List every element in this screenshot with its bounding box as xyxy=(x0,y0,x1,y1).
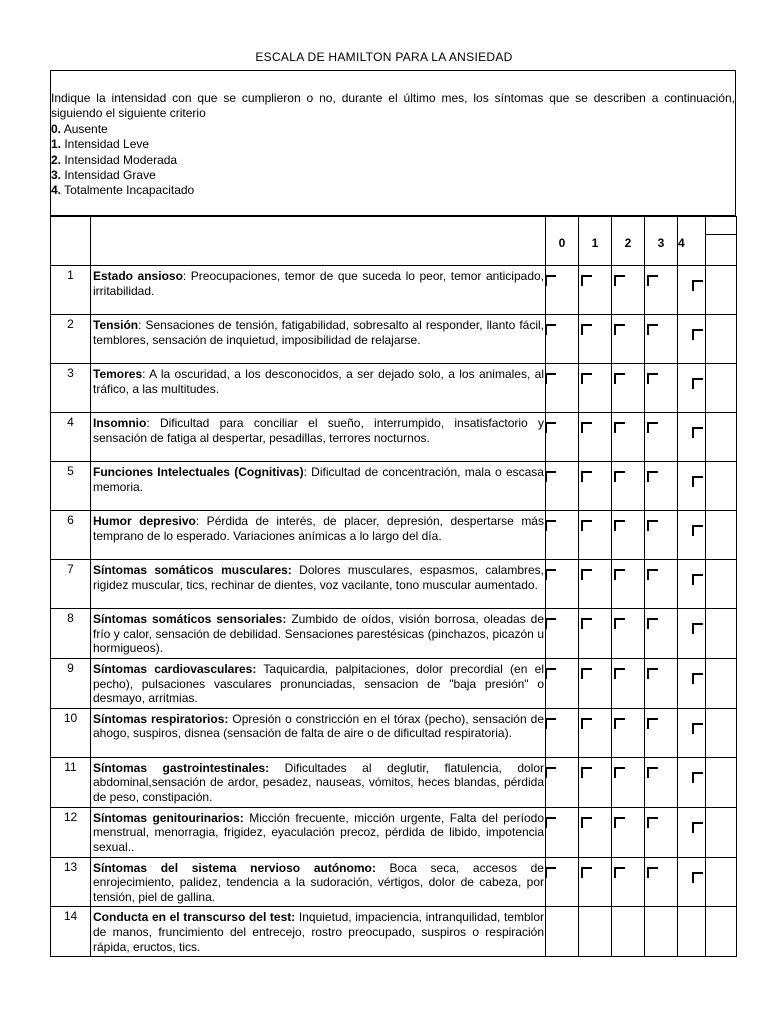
criteria-number: 0. xyxy=(51,121,62,136)
criteria-label: Intensidad Grave xyxy=(61,168,156,183)
checkbox-score-3[interactable] xyxy=(647,324,658,335)
table-row xyxy=(51,659,737,709)
checkbox-score-0[interactable] xyxy=(545,618,556,629)
checkbox-score-2[interactable] xyxy=(614,275,625,286)
item-text: Inquietud, impaciencia, intranquilidad, temblor de manos, fruncimiento del entrecejo, rostro preocupado, suspiros o respiración rápida, eructos, tics. xyxy=(93,910,544,954)
item-number-cell xyxy=(51,511,91,560)
checkbox-score-2[interactable] xyxy=(614,373,625,384)
score-cell-0 xyxy=(546,413,579,462)
checkbox-score-0[interactable] xyxy=(545,324,556,335)
score-cell-4 xyxy=(678,757,706,807)
score-cell-extra xyxy=(706,413,737,462)
checkbox-score-3[interactable] xyxy=(647,767,658,778)
checkbox-score-2[interactable] xyxy=(614,422,625,433)
score-cell-extra xyxy=(706,907,737,957)
item-text: Zumbido de oídos, visión borrosa, oleadas de frío y calor, sensación de debilidad. Sensaciones parestésicas (pinchazos, picazón u hormigueos). xyxy=(93,612,544,656)
checkbox-score-4[interactable] xyxy=(692,574,703,585)
checkbox-score-4[interactable] xyxy=(692,623,703,634)
table-row xyxy=(51,560,737,609)
checkbox-score-1[interactable] xyxy=(581,867,592,878)
item-text: Micción frecuente, micción urgente, Falta del período menstrual, menorragia, frigidez, eyaculación precoz, pérdida de libido, impotencia sexual.. xyxy=(93,810,545,854)
item-name: Humor depresivo xyxy=(93,514,196,528)
checkbox-score-2[interactable] xyxy=(614,668,625,679)
score-cell-extra xyxy=(706,659,737,709)
score-cell-4 xyxy=(678,315,706,364)
score-cell-extra xyxy=(706,364,737,413)
score-cell-2 xyxy=(612,560,645,609)
score-cell-3 xyxy=(645,807,678,857)
score-cell-2 xyxy=(612,659,645,709)
checkbox-score-1[interactable] xyxy=(581,718,592,729)
checkbox-score-2[interactable] xyxy=(614,520,625,531)
item-number: 2 xyxy=(67,317,74,331)
item-text: : Pérdida de interés, de placer, depresión, despertarse más temprano de lo esperado. Variaciones anímicas a lo largo del día. xyxy=(93,514,544,543)
criteria-label: Totalmente Incapacitado xyxy=(61,183,195,198)
checkbox-score-4[interactable] xyxy=(692,822,703,833)
item-description-cell xyxy=(91,907,546,957)
criteria-list xyxy=(51,122,735,199)
item-number: 4 xyxy=(67,415,74,429)
checkbox-score-4[interactable] xyxy=(692,378,703,389)
item-description-cell xyxy=(91,315,546,364)
score-cell-1 xyxy=(579,708,612,757)
item-description-cell xyxy=(91,560,546,609)
criteria-label: Intensidad Leve xyxy=(61,137,150,152)
score-cell-1 xyxy=(579,757,612,807)
score-cell-0 xyxy=(546,266,579,315)
checkbox-score-3[interactable] xyxy=(647,275,658,286)
score-cell-3 xyxy=(645,413,678,462)
item-description-cell xyxy=(91,857,546,907)
item-description xyxy=(91,758,545,807)
item-number: 9 xyxy=(67,661,74,675)
checkbox-score-4[interactable] xyxy=(692,723,703,734)
score-cell-3 xyxy=(645,659,678,709)
criteria-number: 4. xyxy=(51,183,62,198)
item-name: Funciones Intelectuales (Cognitivas) xyxy=(93,465,304,479)
criteria-item xyxy=(51,137,735,152)
header-score-3: 3 xyxy=(645,217,678,266)
score-cell-4 xyxy=(678,609,706,659)
score-cell-3 xyxy=(645,266,678,315)
item-name: Temores xyxy=(93,367,143,381)
score-cell-4 xyxy=(678,364,706,413)
checkbox-score-0[interactable] xyxy=(545,867,556,878)
item-description xyxy=(91,364,545,398)
score-cell-extra xyxy=(706,757,737,807)
table-row xyxy=(51,757,737,807)
item-description xyxy=(91,609,545,658)
checkbox-score-1[interactable] xyxy=(581,569,592,580)
score-cell-0 xyxy=(546,708,579,757)
checkbox-score-4[interactable] xyxy=(692,476,703,487)
score-cell-extra xyxy=(706,511,737,560)
checkbox-score-3[interactable] xyxy=(647,618,658,629)
item-description xyxy=(91,266,545,300)
table-row xyxy=(51,609,737,659)
checkbox-score-4[interactable] xyxy=(692,329,703,340)
item-text: Boca seca, accesos de enrojecimiento, palidez, tendencia a la sudoración, vértigos, dolor de cabeza, por tensión, piel de gallina. xyxy=(93,860,544,904)
score-cell-2 xyxy=(612,757,645,807)
item-text: Opresión o constricción en el tórax (pecho), sensación de ahogo, suspiros, disnea (sensación de falta de aire o de dificultad respiratoria). xyxy=(93,711,545,741)
score-cell-4 xyxy=(678,659,706,709)
criteria-label: Ausente xyxy=(61,121,108,136)
table-row xyxy=(51,907,737,957)
checkbox-score-0[interactable] xyxy=(545,817,556,828)
checkbox-score-3[interactable] xyxy=(647,569,658,580)
item-description-cell xyxy=(91,364,546,413)
header-score-2: 2 xyxy=(612,217,645,266)
score-cell-2 xyxy=(612,413,645,462)
item-name: Síntomas cardiovasculares: xyxy=(93,662,257,676)
checkbox-score-3[interactable] xyxy=(647,867,658,878)
score-cell-2 xyxy=(612,266,645,315)
score-cell-3 xyxy=(645,708,678,757)
header-score-4: 4 xyxy=(678,217,706,266)
item-description-cell xyxy=(91,266,546,315)
checkbox-score-3[interactable] xyxy=(647,422,658,433)
checkbox-score-2[interactable] xyxy=(614,569,625,580)
item-description-cell xyxy=(91,757,546,807)
score-cell-0 xyxy=(546,659,579,709)
score-cell-4 xyxy=(678,462,706,511)
score-cell-2 xyxy=(612,609,645,659)
checkbox-score-4[interactable] xyxy=(692,280,703,291)
item-number-cell xyxy=(51,462,91,511)
table-row xyxy=(51,511,737,560)
score-cell-3 xyxy=(645,907,678,957)
header-score-1: 1 xyxy=(579,217,612,266)
score-cell-0 xyxy=(546,364,579,413)
checkbox-score-0[interactable] xyxy=(545,373,556,384)
item-number: 1 xyxy=(67,268,74,282)
item-description xyxy=(91,315,545,349)
item-description xyxy=(91,560,545,594)
item-name: Síntomas somáticos sensoriales: xyxy=(93,612,287,626)
checkbox-score-1[interactable] xyxy=(581,767,592,778)
score-cell-3 xyxy=(645,511,678,560)
checkbox-score-4[interactable] xyxy=(692,673,703,684)
checkbox-score-1[interactable] xyxy=(581,373,592,384)
table-row xyxy=(51,462,737,511)
item-name: Síntomas respiratorios: xyxy=(93,711,229,726)
table-row xyxy=(51,857,737,907)
score-cell-2 xyxy=(612,907,645,957)
checkbox-score-3[interactable] xyxy=(647,718,658,729)
item-number: 13 xyxy=(63,859,78,874)
score-cell-2 xyxy=(612,364,645,413)
score-cell-4 xyxy=(678,857,706,907)
score-cell-2 xyxy=(612,807,645,857)
item-number-cell xyxy=(51,807,91,857)
item-number-cell xyxy=(51,315,91,364)
item-number-cell xyxy=(51,413,91,462)
item-description xyxy=(91,462,545,496)
instructions-paragraph: Indique la intensidad con que se cumplieron o no, durante el último mes, los síntomas que se describen a continuación, siguiendo el siguiente criterio xyxy=(51,91,735,121)
item-description xyxy=(91,413,545,447)
checkbox-score-4[interactable] xyxy=(692,772,703,783)
checkbox-score-4[interactable] xyxy=(692,427,703,438)
item-text: : Sensaciones de tensión, fatigabilidad, sobresalto al responder, llanto fácil, temblores, sensación de inquietud, imposibilidad de relajarse. xyxy=(93,318,544,347)
checkbox-score-0[interactable] xyxy=(545,275,556,286)
score-cell-0 xyxy=(546,907,579,957)
checkbox-score-1[interactable] xyxy=(581,817,592,828)
item-description-cell xyxy=(91,708,546,757)
score-cell-1 xyxy=(579,266,612,315)
score-cell-0 xyxy=(546,807,579,857)
table-row xyxy=(51,708,737,757)
score-cell-1 xyxy=(579,511,612,560)
item-name: Estado ansioso xyxy=(93,269,183,283)
item-description-cell xyxy=(91,807,546,857)
checkbox-score-0[interactable] xyxy=(545,471,556,482)
score-cell-1 xyxy=(579,560,612,609)
checkbox-score-2[interactable] xyxy=(614,324,625,335)
item-number: 12 xyxy=(63,809,78,824)
score-cell-extra xyxy=(706,857,737,907)
score-cell-0 xyxy=(546,857,579,907)
checkbox-score-2[interactable] xyxy=(614,767,625,778)
item-number-cell xyxy=(51,857,91,907)
item-number-cell xyxy=(51,708,91,757)
score-cell-extra xyxy=(706,462,737,511)
item-number: 8 xyxy=(67,611,74,625)
criteria-item xyxy=(51,183,735,198)
score-cell-extra xyxy=(706,609,737,659)
item-description xyxy=(91,808,545,857)
item-description-cell xyxy=(91,609,546,659)
score-cell-1 xyxy=(579,659,612,709)
checkbox-score-0[interactable] xyxy=(545,422,556,433)
item-name: Conducta en el transcurso del test: xyxy=(93,910,296,925)
checkbox-score-2[interactable] xyxy=(614,817,625,828)
item-description xyxy=(91,709,545,743)
item-number: 11 xyxy=(64,759,77,774)
header-score-0: 0 xyxy=(546,217,579,266)
score-cell-2 xyxy=(612,462,645,511)
score-cell-4 xyxy=(678,807,706,857)
score-cell-0 xyxy=(546,757,579,807)
criteria-number: 1. xyxy=(51,137,62,152)
checkbox-score-1[interactable] xyxy=(581,520,592,531)
score-cell-0 xyxy=(546,462,579,511)
item-name: Síntomas genitourinarios: xyxy=(93,810,244,825)
score-cell-0 xyxy=(546,609,579,659)
checkbox-score-0[interactable] xyxy=(545,767,556,778)
score-cell-3 xyxy=(645,560,678,609)
checkbox-score-1[interactable] xyxy=(581,275,592,286)
checkbox-score-1[interactable] xyxy=(581,324,592,335)
score-cell-extra xyxy=(706,266,737,315)
score-cell-0 xyxy=(546,511,579,560)
score-cell-1 xyxy=(579,315,612,364)
item-number-cell xyxy=(51,364,91,413)
checkbox-score-3[interactable] xyxy=(647,520,658,531)
item-text: : Dificultad para conciliar el sueño, interrumpido, insatisfactorio y sensación de fatiga al despertar, pesadillas, terrores nocturnos. xyxy=(93,416,544,445)
item-number: 6 xyxy=(67,513,74,527)
checkbox-score-4[interactable] xyxy=(692,872,703,883)
item-number-cell xyxy=(51,609,91,659)
item-description-cell xyxy=(91,659,546,709)
criteria-item xyxy=(51,168,735,183)
rating-table xyxy=(50,216,737,957)
item-number-cell xyxy=(51,907,91,957)
item-number: 14 xyxy=(63,909,78,924)
item-name: Síntomas del sistema nervioso autónomo: xyxy=(93,860,376,875)
score-cell-extra xyxy=(706,807,737,857)
header-row xyxy=(51,217,737,266)
item-number: 10 xyxy=(63,710,78,725)
item-name: Síntomas gastrointestinales: xyxy=(93,760,270,775)
item-number-cell xyxy=(51,659,91,709)
item-number: 7 xyxy=(67,562,74,576)
score-cell-4 xyxy=(678,266,706,315)
item-description xyxy=(91,511,545,545)
criteria-label: Intensidad Moderada xyxy=(61,152,178,167)
checkbox-score-0[interactable] xyxy=(545,668,556,679)
criteria-number: 3. xyxy=(51,168,62,183)
score-cell-3 xyxy=(645,315,678,364)
score-cell-3 xyxy=(645,609,678,659)
score-cell-1 xyxy=(579,364,612,413)
criteria-number: 2. xyxy=(51,152,62,167)
checkbox-score-4[interactable] xyxy=(692,525,703,536)
item-number: 3 xyxy=(67,366,74,380)
item-text: : Dificultad de concentración, mala o escasa memoria. xyxy=(93,465,544,494)
score-cell-1 xyxy=(579,807,612,857)
score-cell-extra xyxy=(706,315,737,364)
checkbox-score-2[interactable] xyxy=(614,618,625,629)
score-cell-1 xyxy=(579,462,612,511)
checkbox-score-3[interactable] xyxy=(647,471,658,482)
checkbox-score-3[interactable] xyxy=(647,373,658,384)
checkbox-score-3[interactable] xyxy=(647,668,658,679)
score-cell-2 xyxy=(612,511,645,560)
item-description xyxy=(91,858,545,907)
item-description xyxy=(91,659,545,708)
item-text: Taquicardia, palpitaciones, dolor precordial (en el pecho), pulsaciones vasculares pronunciadas, sensacion de "baja presión" o desmayo, arritmias. xyxy=(93,662,545,706)
checkbox-score-1[interactable] xyxy=(581,618,592,629)
header-num-cell xyxy=(51,217,91,266)
item-text: Dificultades al deglutir, flatulencia, dolor abdominal,sensación de ardor, pesadez, nauseas, vómitos, heces blandas, pérdida de peso, constipación. xyxy=(93,760,544,804)
item-text: Dolores musculares, espasmos, calambres, rigidez muscular, tics, rechinar de dientes, voz vacilante, tono muscular aumentado. xyxy=(93,563,544,592)
item-number-cell xyxy=(51,560,91,609)
score-cell-4 xyxy=(678,560,706,609)
item-text: : A la oscuridad, a los desconocidos, a ser dejado solo, a los animales, al tráfico, a las multitudes. xyxy=(93,367,544,396)
checkbox-score-2[interactable] xyxy=(614,718,625,729)
score-cell-4 xyxy=(678,708,706,757)
score-cell-3 xyxy=(645,462,678,511)
item-number-cell xyxy=(51,757,91,807)
checkbox-score-3[interactable] xyxy=(647,817,658,828)
table-row xyxy=(51,413,737,462)
item-name: Insomnio xyxy=(93,416,147,430)
checkbox-score-1[interactable] xyxy=(581,471,592,482)
checkbox-score-2[interactable] xyxy=(614,867,625,878)
instructions-text xyxy=(51,91,735,199)
score-cell-1 xyxy=(579,413,612,462)
score-cell-3 xyxy=(645,857,678,907)
item-description-cell xyxy=(91,462,546,511)
score-cell-extra xyxy=(706,708,737,757)
table-row xyxy=(51,364,737,413)
score-cell-0 xyxy=(546,315,579,364)
item-description xyxy=(91,907,545,956)
item-number: 5 xyxy=(67,464,74,478)
checkbox-score-0[interactable] xyxy=(545,569,556,580)
header-desc-cell xyxy=(91,217,546,266)
item-description-cell xyxy=(91,511,546,560)
score-cell-1 xyxy=(579,609,612,659)
score-cell-1 xyxy=(579,857,612,907)
checkbox-score-0[interactable] xyxy=(545,718,556,729)
score-cell-extra xyxy=(706,560,737,609)
checkbox-score-2[interactable] xyxy=(614,471,625,482)
score-cell-4 xyxy=(678,413,706,462)
score-cell-2 xyxy=(612,857,645,907)
table-row xyxy=(51,266,737,315)
criteria-item xyxy=(51,153,735,168)
score-cell-2 xyxy=(612,708,645,757)
item-text: : Preocupaciones, temor de que suceda lo peor, temor anticipado, irritabilidad. xyxy=(93,269,545,298)
item-name: Tensión xyxy=(93,318,139,332)
table-row xyxy=(51,315,737,364)
criteria-item xyxy=(51,122,735,137)
score-cell-1 xyxy=(579,907,612,957)
checkbox-score-0[interactable] xyxy=(545,520,556,531)
score-cell-4 xyxy=(678,511,706,560)
score-cell-4 xyxy=(678,907,706,957)
score-cell-3 xyxy=(645,364,678,413)
item-name: Síntomas somáticos musculares: xyxy=(93,563,292,577)
score-cell-3 xyxy=(645,757,678,807)
page-title: ESCALA DE HAMILTON PARA LA ANSIEDAD xyxy=(255,50,513,64)
item-description-cell xyxy=(91,413,546,462)
instructions-box xyxy=(50,70,736,216)
table-row xyxy=(51,807,737,857)
score-cell-2 xyxy=(612,315,645,364)
checkbox-score-1[interactable] xyxy=(581,668,592,679)
checkbox-score-1[interactable] xyxy=(581,422,592,433)
item-number-cell xyxy=(51,266,91,315)
score-cell-0 xyxy=(546,560,579,609)
header-extra-cell xyxy=(706,217,737,266)
